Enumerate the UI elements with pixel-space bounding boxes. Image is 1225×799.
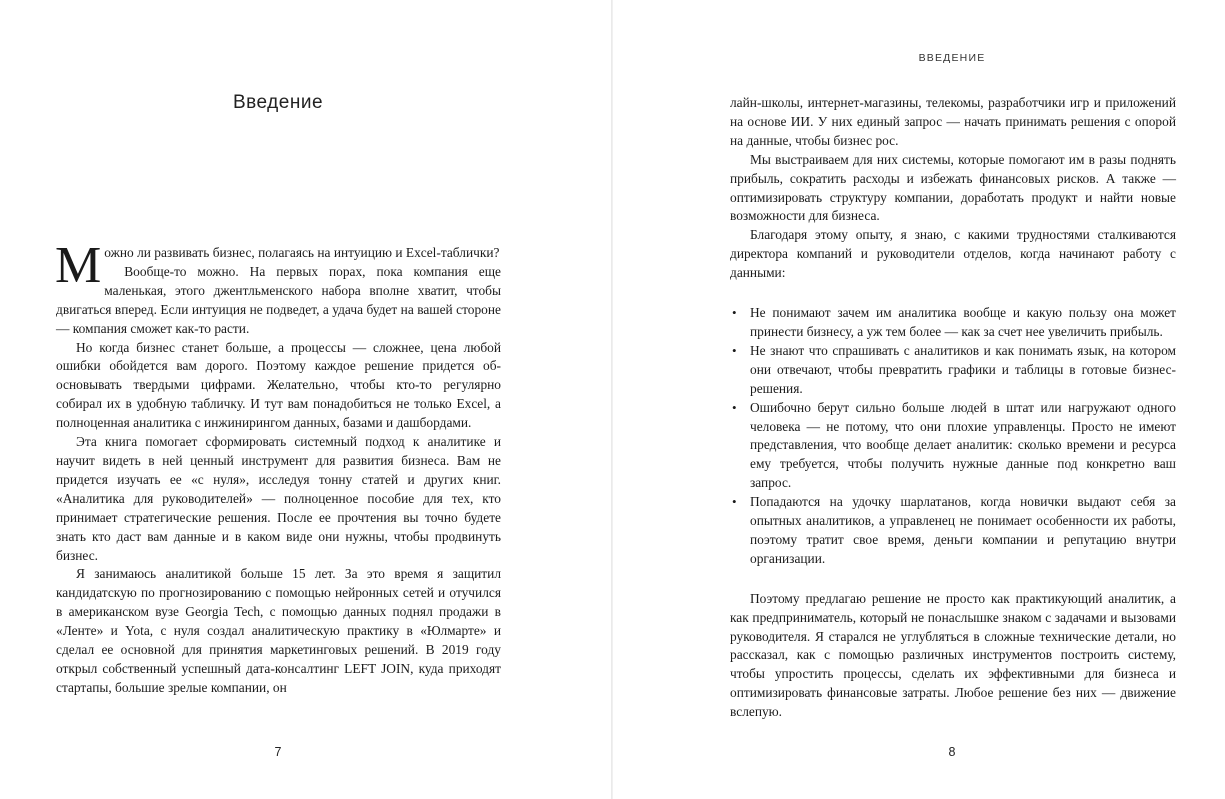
right-page-body (730, 94, 1176, 722)
opening-paragraph (55, 237, 501, 294)
running-head: ВВЕДЕНИЕ (918, 52, 986, 64)
body-paragraph: Вообще-то можно. На первых порах, пока компания еще маленькая, этого джентльменского набора вполне хватит, чтобы двигаться вперед. Если интуиция не подведет, а удача будет на вашей стороне — компания сможет как-то расти. (56, 263, 501, 336)
body-paragraph: Благодаря этому опыту, я знаю, с какими трудностями сталкиваются директора компаний и руководители отделов, когда начинают работу с данными: (730, 227, 1176, 281)
page-number-right: 8 (948, 745, 956, 759)
list-item: • Ошибочно берут сильно больше людей в штат или нагружают одного человека — не потому, что они плохие управленцы. Просто не имеют представления, что вообще делает аналитик: сколько времени и ресурса ему требуется, чтобы получить нужные данные под конкретно ваш запрос. (730, 399, 1176, 494)
body-paragraph: Но когда бизнес станет больше, а процессы — сложнее, цена любой ошибки обойдется вам дорого. Поэтому каждое решение придется обосновывать твердыми цифрами. Желательно, чтобы кто-то регулярно собирал их в удобную табличку. И тут вам понадобиться не только Excel, а полноценная аналитика с инжинирингом данных, базами и дашбордами. (56, 339, 501, 431)
drop-cap: М (55, 237, 102, 294)
chapter-title: Введение (232, 92, 324, 113)
difficulties-list (730, 304, 1176, 569)
body-paragraph: Эта книга помогает сформировать системный подход к аналитике и научит видеть в ней ценный инструмент для развития бизнеса. Вам не придется изучать ее «с нуля», исследуя тонну статей и других книг. «Аналитика для руководителей» — полноценное пособие для тех, кто принимает стратегические решения. После ее прочтения вы точно будете знать кто даст вам данные и в каком виде они нужны, чтобы продвинуть бизнес. (56, 434, 501, 563)
right-page (613, 0, 1225, 799)
opening-paragraph-text: ожно ли развивать бизнес, полагаясь на интуицию и Excel-таблички? (104, 245, 500, 260)
list-item: • Не понимают зачем им аналитика вообще и какую пользу она может принести бизнесу, а уж тем более — как за счет нее увеличить прибыль. (730, 304, 1176, 342)
left-page-body (55, 237, 501, 698)
left-page (0, 0, 612, 799)
body-paragraph: Я занимаюсь аналитикой больше 15 лет. За это время я защитил кандидатскую по прогнозированию с помощью нейронных сетей и отучился в американском вузе Georgia Tech, с помощью данных поднял продажи в «Ленте» и Yota, с нуля создал аналитическую практику в «Юлмарте» и сделал ее основной для принятия маркетинговых решений. В 2019 году открыл собственный успешный дата-консалтинг LEFT JOIN, куда приходят стартапы, большие зрелые компании, он (56, 566, 501, 695)
closing-paragraph: Поэтому предлагаю решение не просто как практикующий аналитик, а как предприниматель, который не понаслышке знаком с задачами и вызовами руководителя. Я старался не углубляться в сложные технические детали, но рассказал, как с помощью различных инструментов построить систему, чтобы упростить процессы, сделать их эффективными для бизнеса и оптимизировать финансовые затраты. Любое решение без них — движение вслепую. (730, 590, 1176, 720)
continued-paragraph: лайн-школы, интернет-магазины, телекомы, разработчики игр и приложений на основе ИИ. У них единый запрос — начать принимать решения с опорой на данные, чтобы бизнес рос. (730, 95, 1176, 148)
list-item: • Не знают что спрашивать с аналитиков и как понимать язык, на котором они отвечают, чтобы превратить графики и таблицы в готовые бизнес-решения. (730, 342, 1176, 399)
list-item: • Попадаются на удочку шарлатанов, когда новички выдают себя за опытных аналитиков, а управленец не понимает особенности их работы, поэтому тратит свое время, деньги компании и репутацию внутри организации. (730, 493, 1176, 569)
body-paragraph: Мы выстраиваем для них системы, которые помогают им в разы поднять прибыль, сократить расходы и избежать финансовых рисков. А также — оптимизировать структуру компании, доработать продукт и найти новые возможности для бизнеса. (730, 151, 1176, 224)
page-number-left: 7 (274, 745, 282, 759)
